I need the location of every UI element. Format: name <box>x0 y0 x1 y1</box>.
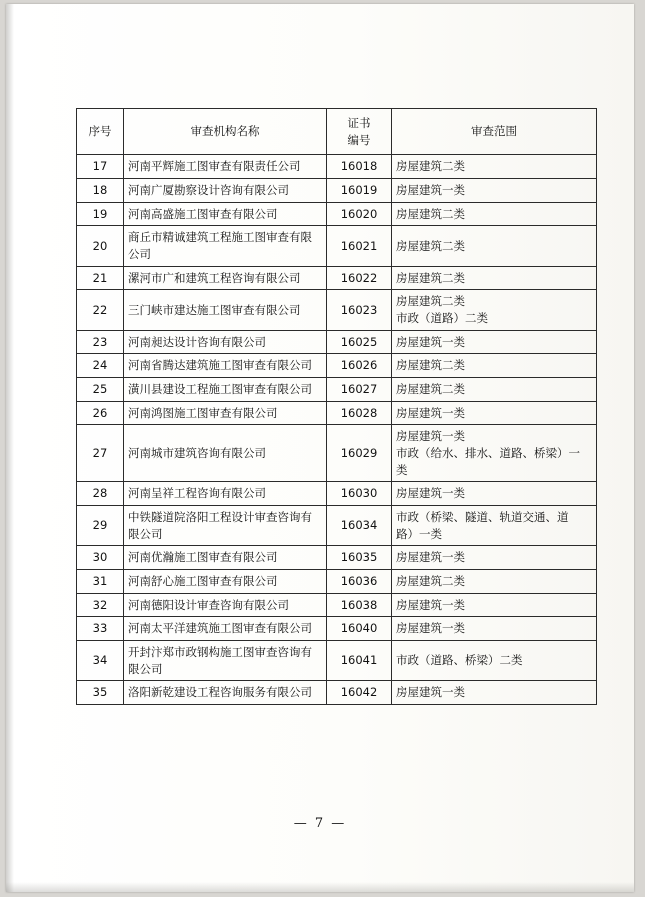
cell-cert-number: 16038 <box>327 593 392 617</box>
cell-cert-number: 16034 <box>327 506 392 546</box>
scope-line: 房屋建筑一类 <box>396 183 465 198</box>
table-row <box>77 681 597 705</box>
table-row <box>77 482 597 506</box>
table-row <box>77 202 597 226</box>
cell-cert-number: 16030 <box>327 482 392 506</box>
cell-review-scope <box>392 617 597 641</box>
cell-review-scope <box>392 641 597 681</box>
cell-cert-number: 16018 <box>327 155 392 179</box>
scope-line: 房屋建筑二类 <box>396 270 465 285</box>
cell-review-scope <box>392 226 597 266</box>
table-row <box>77 179 597 203</box>
cell-index: 26 <box>77 401 124 425</box>
table-row <box>77 425 597 482</box>
table-row <box>77 155 597 179</box>
table-row <box>77 641 597 681</box>
cell-agency-name: 河南德阳设计审查咨询有限公司 <box>124 593 327 617</box>
cell-index: 33 <box>77 617 124 641</box>
cell-cert-number: 16023 <box>327 290 392 330</box>
scope-line: 房屋建筑一类 <box>396 550 465 565</box>
table-row <box>77 226 597 266</box>
cell-review-scope <box>392 179 597 203</box>
cell-review-scope <box>392 354 597 378</box>
cell-cert-number: 16042 <box>327 681 392 705</box>
scope-line: 房屋建筑一类 <box>396 685 465 700</box>
document-page <box>6 4 634 892</box>
column-header-cert-line2: 编号 <box>347 132 371 147</box>
column-header-index: 序号 <box>77 109 124 155</box>
cell-cert-number: 16026 <box>327 354 392 378</box>
cell-agency-name: 中铁隧道院洛阳工程设计审查咨询有限公司 <box>124 506 327 546</box>
cell-review-scope <box>392 546 597 570</box>
cell-review-scope <box>392 330 597 354</box>
cell-review-scope <box>392 482 597 506</box>
cell-index: 18 <box>77 179 124 203</box>
cell-index: 17 <box>77 155 124 179</box>
cell-cert-number: 16021 <box>327 226 392 266</box>
cell-agency-name: 河南优瀚施工图审查有限公司 <box>124 546 327 570</box>
scope-line: 市政（道路）二类 <box>396 311 488 326</box>
cell-index: 25 <box>77 378 124 402</box>
cell-review-scope <box>392 401 597 425</box>
review-agency-table-container <box>76 108 580 705</box>
scope-line: 市政（道路、桥梁）二类 <box>396 653 523 668</box>
cell-review-scope <box>392 155 597 179</box>
cell-cert-number: 16020 <box>327 202 392 226</box>
cell-review-scope <box>392 378 597 402</box>
table-row <box>77 330 597 354</box>
cell-index: 21 <box>77 266 124 290</box>
cell-review-scope <box>392 593 597 617</box>
cell-agency-name: 河南省腾达建筑施工图审查有限公司 <box>124 354 327 378</box>
cell-review-scope <box>392 570 597 594</box>
cell-agency-name: 潢川县建设工程施工图审查有限公司 <box>124 378 327 402</box>
scope-line: 房屋建筑二类 <box>396 574 465 589</box>
cell-cert-number: 16019 <box>327 179 392 203</box>
column-header-scope: 审查范围 <box>392 109 597 155</box>
cell-cert-number: 16029 <box>327 425 392 482</box>
column-header-cert <box>327 109 392 155</box>
cell-agency-name: 河南城市建筑咨询有限公司 <box>124 425 327 482</box>
cell-index: 22 <box>77 290 124 330</box>
column-header-cert-line1: 证书 <box>347 116 371 130</box>
scope-line: 房屋建筑二类 <box>396 382 465 397</box>
cell-agency-name: 洛阳新乾建设工程咨询服务有限公司 <box>124 681 327 705</box>
cell-agency-name: 河南平辉施工图审查有限责任公司 <box>124 155 327 179</box>
cell-agency-name: 河南舒心施工图审查有限公司 <box>124 570 327 594</box>
scope-line: 市政（给水、排水、道路、桥梁）一 <box>396 446 580 461</box>
scope-line: 房屋建筑一类 <box>396 597 465 612</box>
scope-line: 房屋建筑一类 <box>396 405 465 420</box>
table-row <box>77 378 597 402</box>
cell-review-scope <box>392 425 597 482</box>
scope-line: 房屋建筑一类 <box>396 429 465 444</box>
cell-cert-number: 16035 <box>327 546 392 570</box>
cell-cert-number: 16028 <box>327 401 392 425</box>
table-row <box>77 290 597 330</box>
cell-agency-name: 漯河市广和建筑工程咨询有限公司 <box>124 266 327 290</box>
table-row <box>77 593 597 617</box>
scope-line: 类 <box>396 462 408 477</box>
cell-index: 35 <box>77 681 124 705</box>
cell-index: 24 <box>77 354 124 378</box>
table-header-row <box>77 109 597 155</box>
cell-agency-name: 河南太平洋建筑施工图审查有限公司 <box>124 617 327 641</box>
cell-index: 27 <box>77 425 124 482</box>
cell-cert-number: 16027 <box>327 378 392 402</box>
cell-agency-name: 河南昶达设计咨询有限公司 <box>124 330 327 354</box>
cell-review-scope <box>392 506 597 546</box>
table-row <box>77 401 597 425</box>
table-row <box>77 570 597 594</box>
cell-cert-number: 16022 <box>327 266 392 290</box>
cell-index: 20 <box>77 226 124 266</box>
scope-line: 房屋建筑一类 <box>396 486 465 501</box>
cell-cert-number: 16025 <box>327 330 392 354</box>
cell-agency-name: 河南呈祥工程咨询有限公司 <box>124 482 327 506</box>
scope-line: 房屋建筑二类 <box>396 159 465 174</box>
column-header-name: 审查机构名称 <box>124 109 327 155</box>
scope-line: 房屋建筑二类 <box>396 358 465 373</box>
cell-cert-number: 16041 <box>327 641 392 681</box>
cell-review-scope <box>392 290 597 330</box>
cell-index: 30 <box>77 546 124 570</box>
cell-index: 32 <box>77 593 124 617</box>
cell-agency-name: 开封汴郑市政钢构施工图审查咨询有限公司 <box>124 641 327 681</box>
table-header <box>77 109 597 155</box>
scope-line: 路）一类 <box>396 526 442 541</box>
cell-index: 19 <box>77 202 124 226</box>
page-number: — 7 — <box>293 816 347 831</box>
scope-line: 房屋建筑二类 <box>396 206 465 221</box>
table-body <box>77 155 597 705</box>
scope-line: 市政（桥梁、隧道、轨道交通、道 <box>396 510 569 525</box>
cell-index: 34 <box>77 641 124 681</box>
cell-cert-number: 16036 <box>327 570 392 594</box>
cell-agency-name: 河南广厦勘察设计咨询有限公司 <box>124 179 327 203</box>
table-row <box>77 354 597 378</box>
cell-index: 28 <box>77 482 124 506</box>
cell-agency-name: 三门峡市建达施工图审查有限公司 <box>124 290 327 330</box>
cell-review-scope <box>392 681 597 705</box>
cell-agency-name: 河南鸿图施工图审查有限公司 <box>124 401 327 425</box>
cell-index: 31 <box>77 570 124 594</box>
scope-line: 房屋建筑一类 <box>396 334 465 349</box>
cell-review-scope <box>392 266 597 290</box>
table-row <box>77 266 597 290</box>
scope-line: 房屋建筑二类 <box>396 294 465 309</box>
cell-index: 23 <box>77 330 124 354</box>
table-row <box>77 506 597 546</box>
cell-agency-name: 商丘市精诚建筑工程施工图审查有限公司 <box>124 226 327 266</box>
scope-line: 房屋建筑一类 <box>396 621 465 636</box>
review-agency-table <box>76 108 597 705</box>
table-row <box>77 546 597 570</box>
scope-line: 房屋建筑二类 <box>396 238 465 253</box>
cell-index: 29 <box>77 506 124 546</box>
cell-cert-number: 16040 <box>327 617 392 641</box>
cell-agency-name: 河南高盛施工图审查有限公司 <box>124 202 327 226</box>
cell-review-scope <box>392 202 597 226</box>
table-row <box>77 617 597 641</box>
